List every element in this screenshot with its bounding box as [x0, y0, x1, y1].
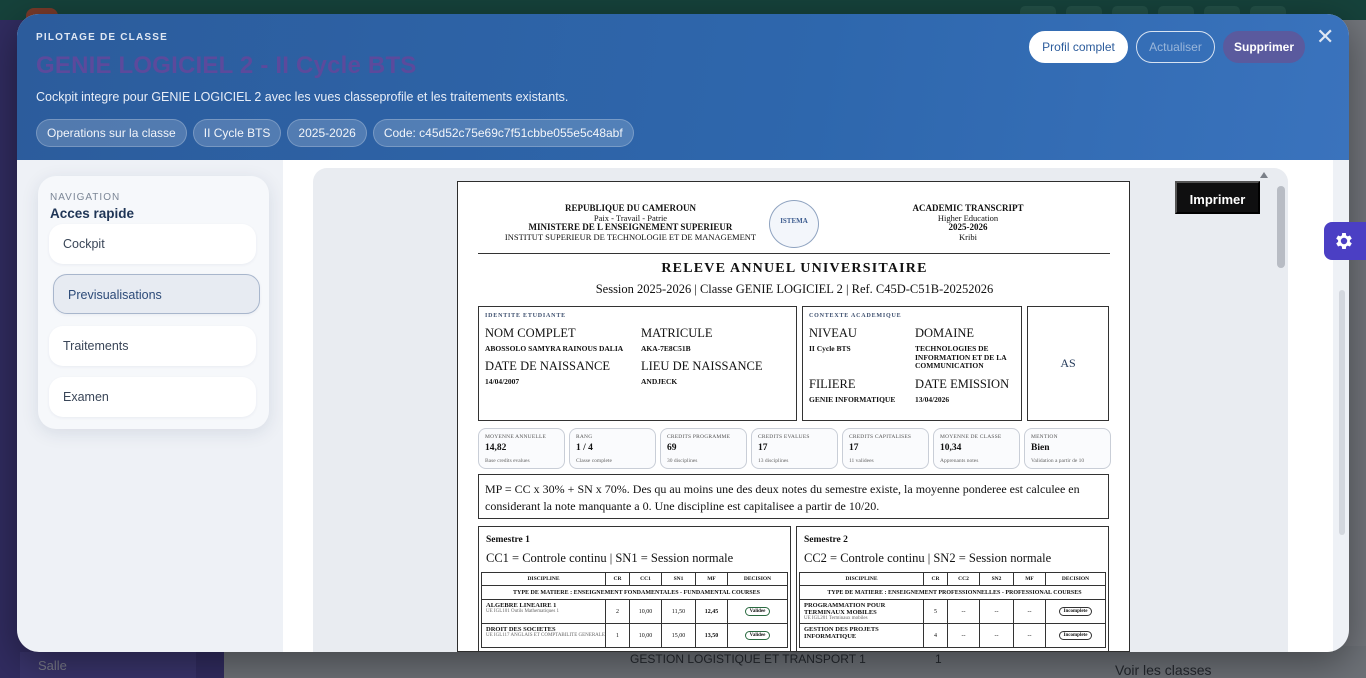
doc-ministry: MINISTERE DE L ENSEIGNEMENT SUPERIEUR: [528, 222, 733, 232]
stat-moyenne-annuelle: MOYENNE ANNUELLE 14,82 Base credits evalues: [478, 428, 565, 469]
doc-divider: [478, 253, 1110, 254]
lieu-heading: LIEU DE NAISSANCE: [641, 359, 763, 373]
nom-value: ABOSSOLO SAMYRA RAINOUS DALIA: [485, 344, 624, 353]
status-badge: Incomplete: [1059, 631, 1093, 640]
semester-1-table: [481, 572, 788, 648]
stat-credits-programme: CREDITS PROGRAMME 69 30 disciplines: [660, 428, 747, 469]
chip-operations: Operations sur la classe: [36, 119, 187, 147]
doc-session: Session 2025-2026 | Classe GENIE LOGICIEL 2 | Ref. C45D-C51B-20252026: [595, 282, 994, 296]
domaine-value: TECHNOLOGIES DE INFORMATION ET DE LA COMMUNICATION: [915, 344, 1007, 370]
stat-moyenne-classe: MOYENNE DE CLASSE 10,34 Apprenants notes: [933, 428, 1020, 469]
filiere-value: GENIE INFORMATIQUE: [809, 395, 896, 404]
profil-complet-button[interactable]: Profil complet: [1029, 31, 1128, 63]
supprimer-button[interactable]: Supprimer: [1223, 31, 1305, 63]
settings-tab[interactable]: [1324, 222, 1366, 260]
table-header-row: DISCIPLINE CR CC1 SN1 MF DECISION: [482, 573, 788, 586]
doc-city: Kribi: [959, 231, 977, 242]
dob-heading: DATE DE NAISSANCE: [485, 359, 610, 373]
print-button[interactable]: Imprimer: [1175, 181, 1260, 214]
gear-icon: [1333, 230, 1355, 252]
stat-credits-evalues: CREDITS EVALUES 17 13 disciplines: [751, 428, 838, 469]
emission-heading: DATE EMISSION: [915, 377, 1010, 391]
domaine-heading: DOMAINE: [915, 326, 975, 340]
identity-box: [478, 306, 797, 421]
nav-title: Acces rapide: [50, 206, 135, 221]
dob-value: 14/04/2007: [485, 377, 520, 386]
semester-2-panel: [796, 526, 1109, 652]
close-icon[interactable]: ✕: [1316, 24, 1335, 49]
table-header-row: DISCIPLINE CR CC2 SN2 MF DECISION: [800, 573, 1106, 586]
identity-label: IDENTITE ETUDIANTE: [485, 313, 566, 319]
header-eyebrow: PILOTAGE DE CLASSE: [36, 32, 168, 43]
navigation-panel: [38, 176, 269, 429]
page-title: GENIE LOGICIEL 2 - II Cycle BTS: [36, 52, 417, 79]
status-badge: Validee: [745, 607, 771, 616]
stat-mention: MENTION Bien Validation a partir de 10: [1024, 428, 1111, 469]
nav-item-cockpit[interactable]: Cockpit: [49, 224, 256, 264]
doc-year: 2025-2026: [948, 222, 988, 232]
lieu-value: ANDJECK: [641, 377, 678, 386]
doc-header-right: [878, 204, 1058, 242]
nom-heading: NOM COMPLET: [485, 326, 576, 340]
stat-rang: RANG 1 / 4 Classe complete: [569, 428, 656, 469]
semester-1-panel: [478, 526, 791, 652]
table-row: GESTION DES PROJETS INFORMATIQUE 4 -- -- -- Incomplete: [800, 624, 1106, 648]
table-type-row: TYPE DE MATIERE : ENSEIGNEMENT PROFESSIONNELLES - PROFESSIONAL COURSES: [800, 586, 1106, 600]
doc-academic-transcript: ACADEMIC TRANSCRIPT: [912, 203, 1024, 213]
table-row: DROIT DES SOCIETES UE IGL117 ANGLAIS ET COMPTABILITE GENERALE 1 10,00 15,00 13,50 Validee: [482, 624, 788, 648]
academic-box: [802, 306, 1022, 421]
student-initials: AS: [1060, 356, 1076, 370]
modal-scrollbar[interactable]: [1339, 290, 1345, 535]
filiere-heading: FILIERE: [809, 377, 856, 391]
semester-2-table: [799, 572, 1106, 648]
header-subtitle: Cockpit integre pour GENIE LOGICIEL 2 avec les vues classeprofile et les traitements existants.: [36, 90, 569, 104]
table-row: ALGEBRE LINEAIRE 1 UE IGL101 Outils Mathematiques 1 2 10,00 11,50 12,45 Validee: [482, 600, 788, 624]
doc-motto: Paix - Travail - Patrie: [593, 212, 668, 223]
semester-1-legend: CC1 = Controle continu | SN1 = Session normale: [486, 551, 734, 565]
doc-higher-education: Higher Education: [937, 212, 999, 223]
matricule-value: AKA-7E8C51B: [641, 344, 691, 353]
chip-year: 2025-2026: [287, 119, 366, 147]
niveau-heading: NIVEAU: [809, 326, 857, 340]
matricule-heading: MATRICULE: [641, 326, 713, 340]
emission-value: 13/04/2026: [915, 395, 950, 404]
chip-code: Code: c45d52c75e69c7f51cbbe055e5c48abf: [373, 119, 634, 147]
semester-2-legend: CC2 = Controle continu | SN2 = Session normale: [804, 551, 1052, 565]
doc-header-left: [458, 204, 803, 242]
actualiser-button[interactable]: Actualiser: [1136, 31, 1215, 63]
nav-item-examen[interactable]: Examen: [49, 377, 256, 417]
nav-item-previsualisations[interactable]: Previsualisations: [53, 274, 260, 314]
table-type-row: TYPE DE MATIERE : ENSEIGNEMENT FONDAMENTALES - FUNDAMENTAL COURSES: [482, 586, 788, 600]
institution-seal: ISTEMA: [769, 200, 819, 248]
grading-formula: MP = CC x 30% + SN x 70%. Des qu au moins une des deux notes du semestre existe, la moyenne ponderee est calculee en considerant la note manquante a 0. Une discipline est capitalisee a partir de 10/20.: [478, 474, 1109, 519]
doc-republic: REPUBLIQUE DU CAMEROUN: [564, 203, 696, 213]
chip-level: II Cycle BTS: [193, 119, 282, 147]
nav-eyebrow: NAVIGATION: [50, 192, 121, 203]
status-badge: Validee: [745, 631, 771, 640]
semester-2-title: Semestre 2: [804, 535, 848, 545]
modal-header: [17, 14, 1349, 160]
preview-scrollbar-thumb[interactable]: [1277, 186, 1285, 268]
status-badge: Incomplete: [1059, 607, 1093, 616]
transcript-document: [457, 181, 1130, 652]
semester-1-title: Semestre 1: [486, 535, 530, 545]
doc-institute: INSTITUT SUPERIEUR DE TECHNOLOGIE ET DE MANAGEMENT: [504, 231, 757, 242]
niveau-value: II Cycle BTS: [809, 344, 851, 353]
stat-credits-capitalises: CREDITS CAPITALISES 17 11 validees: [842, 428, 929, 469]
table-row: PROGRAMMATION POUR TERMINAUX MOBILES UE IGL201 Terminaux mobiles 5 -- -- -- Incomplete: [800, 600, 1106, 624]
scroll-up-arrow-icon[interactable]: [1260, 172, 1268, 178]
doc-title: RELEVE ANNUEL UNIVERSITAIRE: [661, 261, 928, 276]
academic-label: CONTEXTE ACADEMIQUE: [809, 313, 902, 319]
header-chips: [36, 119, 634, 147]
photo-box: [1027, 306, 1109, 421]
nav-item-traitements[interactable]: Traitements: [49, 326, 256, 366]
